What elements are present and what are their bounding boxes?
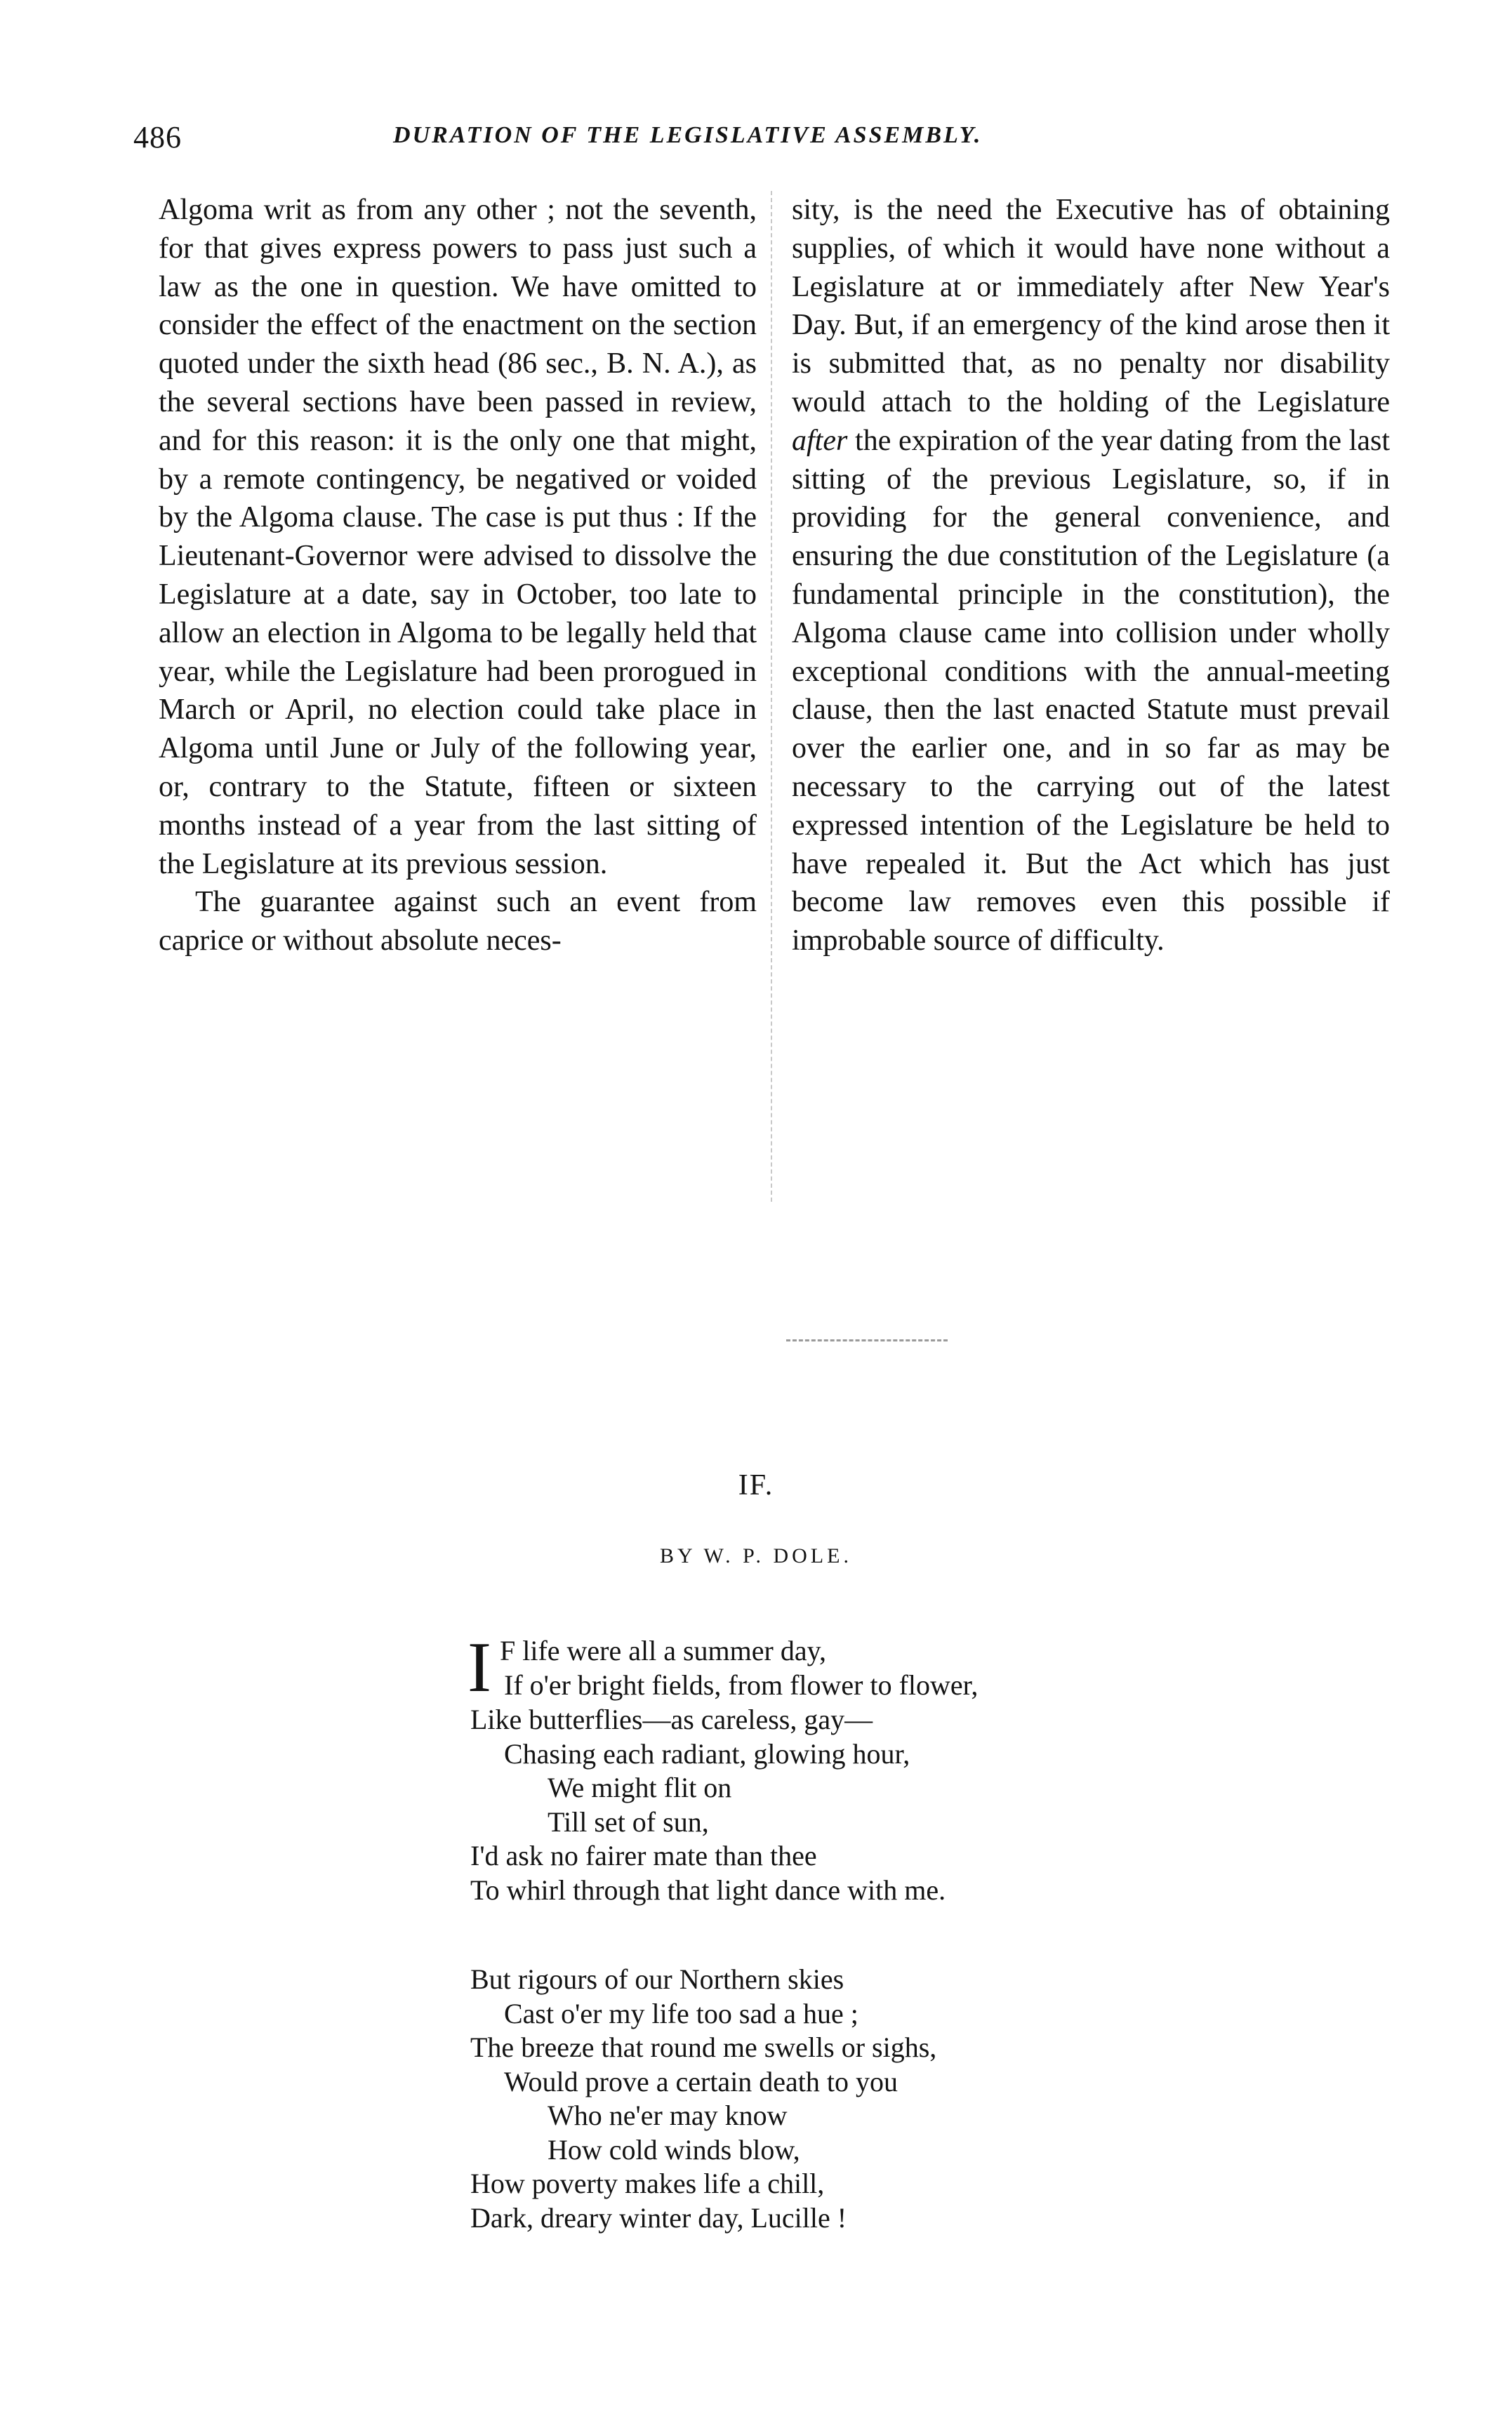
page-number: 486 bbox=[133, 120, 182, 154]
poem-line: F life were all a summer day, bbox=[499, 1635, 826, 1666]
poem-line: Dark, dreary winter day, Lucille ! bbox=[470, 2201, 847, 2234]
article-italic-word: after bbox=[792, 424, 848, 457]
poem-stanza-2 bbox=[470, 1963, 1313, 2235]
poem-line: We might flit on bbox=[548, 1772, 732, 1803]
poem-line: Would prove a certain death to you bbox=[504, 2065, 898, 2097]
poem-title: IF. bbox=[738, 1469, 774, 1501]
drop-cap: I bbox=[467, 1628, 491, 1707]
poem-line: Like butterflies—as careless, gay— bbox=[470, 1704, 873, 1735]
poem-line: To whirl through that light dance with me. bbox=[470, 1874, 946, 1906]
poem-line: But rigours of our Northern skies bbox=[470, 1963, 844, 1995]
poem-line: How cold winds blow, bbox=[548, 2133, 800, 2166]
article-paragraph: The guarantee against such an event from caprice or without absolute neces- bbox=[159, 886, 757, 957]
poem-line: Till set of sun, bbox=[548, 1805, 709, 1838]
article-paragraph: Algoma writ as from any other ; not the seventh, for that gives express powers to pass just such a law as the one in question. We have omitted to consider the effect of the enactment on the section quoted under the sixth head (86 sec., B. N. A.), as the several sections have been passed in review, and for this reason: it is the only one that might, by a remote contingency, be negatived or voided by the Algoma clause. The case is put thus : If the Lieutenant-Governor were advised to dissolve the Legislature at a date, say in October, too late to allow an election in Algoma to be legally held that year, while the Legislature had been prorogued in March or April, no election could take place in Algoma until June or July of the following year, or, contrary to the Statute, fifteen or sixteen months instead of a year from the last sitting of the Legislature at its previous session. bbox=[159, 194, 757, 880]
poem-line: Cast o'er my life too sad a hue ; bbox=[504, 1997, 858, 2029]
poem-author: BY W. P. DOLE. bbox=[660, 1544, 852, 1567]
article-left-column bbox=[159, 191, 757, 960]
article-text: the expiration of the year dating from the last sitting of the previous Legislature, so, if in providing for the general convenience, and ensuring the due constitution of the Legislature (a fundamental principle in the constitution), the Algoma clause came into collision under wholly exceptional conditions with the annual-meeting clause, then the last enacted Statute must prevail over the earlier one, and in so far as may be necessary to the carrying out of the latest expressed intention of the Legislature be held to have repealed it. But the Act which has just become law removes even this possible if improbable source of difficulty. bbox=[792, 424, 1390, 957]
column-divider bbox=[771, 191, 772, 1202]
poem-stanza-1 bbox=[467, 1628, 1313, 1907]
article-paragraph bbox=[792, 191, 1390, 960]
running-head-title: DURATION OF THE LEGISLATIVE ASSEMBLY. bbox=[393, 122, 983, 148]
poem-line: Chasing each radiant, glowing hour, bbox=[504, 1737, 910, 1770]
poem-line: Who ne'er may know bbox=[548, 2100, 788, 2131]
poem-line: I'd ask no fairer mate than thee bbox=[470, 1840, 817, 1871]
poem-line: If o'er bright fields, from flower to flower, bbox=[504, 1669, 979, 1701]
article-text: sity, is the need the Executive has of obtaining supplies, of which it would have none without a Legislature at or immediately after New Year's Day. But, if an emergency of the kind arose then it is submitted that, as no penalty nor disability would attach to the holding of the Legislature bbox=[792, 194, 1390, 418]
poem-line: The breeze that round me swells or sighs, bbox=[470, 2031, 937, 2063]
poem-line: How poverty makes life a chill, bbox=[470, 2168, 825, 2199]
section-divider bbox=[786, 1339, 948, 1341]
article-right-column bbox=[792, 191, 1390, 960]
running-header bbox=[133, 119, 1397, 161]
